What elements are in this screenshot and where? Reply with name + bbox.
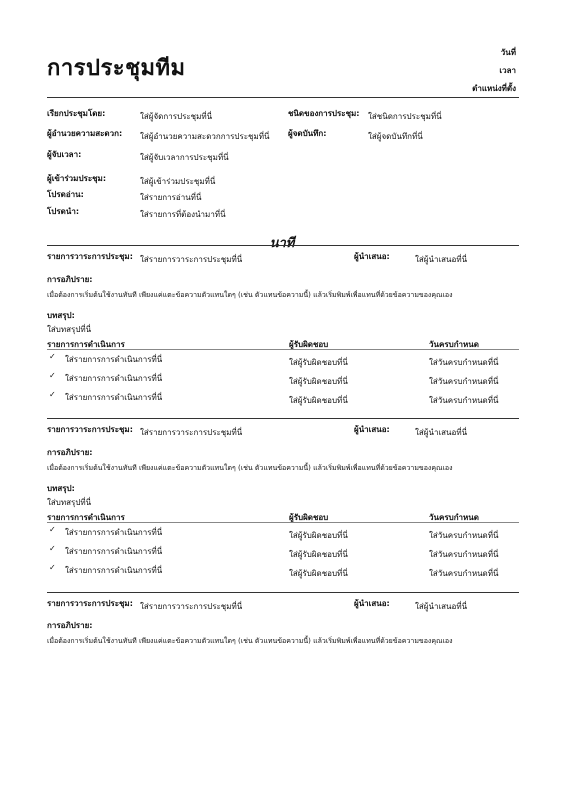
conclusion-label: บทสรุป: xyxy=(47,311,75,320)
facilitator-value[interactable]: ใส่ผู้อำนวยความสะดวกการประชุมที่นี่ xyxy=(140,132,270,141)
note-taker-label: ผู้จดบันทึก: xyxy=(288,129,327,138)
divider xyxy=(47,522,519,523)
action-item[interactable]: ใส่รายการการดำเนินการที่นี่ xyxy=(65,355,163,364)
action-person[interactable]: ใส่ผู้รับผิดชอบที่นี่ xyxy=(289,377,348,386)
deadline-header: วันครบกำหนด xyxy=(429,513,479,522)
divider xyxy=(47,245,519,246)
deadline-header: วันครบกำหนด xyxy=(429,340,479,349)
presenter-value[interactable]: ใส่ผู้นำเสนอที่นี่ xyxy=(415,428,468,437)
minutes-heading: นาที xyxy=(269,236,295,251)
agenda-section xyxy=(0,250,564,425)
please-bring-value[interactable]: ใส่รายการที่ต้องนำมาที่นี่ xyxy=(140,210,226,219)
agenda-item-label: รายการวาระการประชุม: xyxy=(47,599,133,608)
called-by-label: เรียกประชุมโดย: xyxy=(47,109,106,118)
check-icon: ✓ xyxy=(49,544,56,553)
check-icon: ✓ xyxy=(49,352,56,361)
agenda-item-label: รายการวาระการประชุม: xyxy=(47,425,133,434)
check-icon: ✓ xyxy=(49,371,56,380)
action-item[interactable]: ใส่รายการการดำเนินการที่นี่ xyxy=(65,547,163,556)
action-person[interactable]: ใส่ผู้รับผิดชอบที่นี่ xyxy=(289,569,348,578)
note-taker-value[interactable]: ใส่ผู้จดบันทึกที่นี่ xyxy=(368,132,423,141)
action-deadline[interactable]: ใส่วันครบกำหนดที่นี่ xyxy=(429,358,499,367)
timekeeper-label: ผู้จับเวลา: xyxy=(47,150,82,159)
action-person[interactable]: ใส่ผู้รับผิดชอบที่นี่ xyxy=(289,396,348,405)
location-label: ตำแหน่งที่ตั้ง xyxy=(472,84,516,93)
divider xyxy=(47,349,519,350)
presenter-value[interactable]: ใส่ผู้นำเสนอที่นี่ xyxy=(415,602,468,611)
action-item[interactable]: ใส่รายการการดำเนินการที่นี่ xyxy=(65,393,163,402)
conclusion-value[interactable]: ใส่บทสรุปที่นี่ xyxy=(47,325,92,334)
agenda-item-label: รายการวาระการประชุม: xyxy=(47,252,133,261)
presenter-value[interactable]: ใส่ผู้นำเสนอที่นี่ xyxy=(415,255,468,264)
action-person[interactable]: ใส่ผู้รับผิดชอบที่นี่ xyxy=(289,550,348,559)
divider xyxy=(47,592,519,593)
discussion-text[interactable]: เมื่อต้องการเริ่มต้นใช้งานทันที เพียงแค่แตะข้อความตัวแทนใดๆ (เช่น ตัวแทนข้อความนี้) แล้วเริ่มพิมพ์เพื่อแทนที่ด้วยข้อความของคุณเอง xyxy=(47,291,453,299)
please-read-value[interactable]: ใส่รายการอ่านที่นี่ xyxy=(140,193,202,202)
discussion-text[interactable]: เมื่อต้องการเริ่มต้นใช้งานทันที เพียงแค่แตะข้อความตัวแทนใดๆ (เช่น ตัวแทนข้อความนี้) แล้วเริ่มพิมพ์เพื่อแทนที่ด้วยข้อความของคุณเอง xyxy=(47,637,453,645)
action-deadline[interactable]: ใส่วันครบกำหนดที่นี่ xyxy=(429,550,499,559)
presenter-label: ผู้นำเสนอ: xyxy=(354,599,390,608)
please-bring-label: โปรดนำ: xyxy=(47,207,80,216)
attendees-value[interactable]: ใส่ผู้เข้าร่วมประชุมที่นี่ xyxy=(140,177,216,186)
page-title: การประชุมทีม xyxy=(47,56,186,81)
check-icon: ✓ xyxy=(49,390,56,399)
meeting-type-label: ชนิดของการประชุม: xyxy=(288,109,360,118)
action-items-header: รายการการดำเนินการ xyxy=(47,340,125,349)
action-items-header: รายการการดำเนินการ xyxy=(47,513,125,522)
divider xyxy=(47,97,519,98)
discussion-label: การอภิปราย: xyxy=(47,448,93,457)
time-label: เวลา xyxy=(499,66,516,75)
discussion-label: การอภิปราย: xyxy=(47,621,93,630)
agenda-item-value[interactable]: ใส่รายการวาระการประชุมที่นี่ xyxy=(140,428,243,437)
action-deadline[interactable]: ใส่วันครบกำหนดที่นี่ xyxy=(429,569,499,578)
action-deadline[interactable]: ใส่วันครบกำหนดที่นี่ xyxy=(429,377,499,386)
action-item[interactable]: ใส่รายการการดำเนินการที่นี่ xyxy=(65,374,163,383)
agenda-item-value[interactable]: ใส่รายการวาระการประชุมที่นี่ xyxy=(140,602,243,611)
responsible-header: ผู้รับผิดชอบ xyxy=(289,340,329,349)
please-read-label: โปรดอ่าน: xyxy=(47,190,84,199)
timekeeper-value[interactable]: ใส่ผู้จับเวลาการประชุมที่นี่ xyxy=(140,153,229,162)
date-label: วันที่ xyxy=(500,48,516,57)
action-deadline[interactable]: ใส่วันครบกำหนดที่นี่ xyxy=(429,396,499,405)
divider xyxy=(47,418,519,419)
facilitator-label: ผู้อำนวยความสะดวก: xyxy=(47,129,123,138)
conclusion-value[interactable]: ใส่บทสรุปที่นี่ xyxy=(47,498,92,507)
action-item[interactable]: ใส่รายการการดำเนินการที่นี่ xyxy=(65,566,163,575)
called-by-value[interactable]: ใส่ผู้จัดการประชุมที่นี่ xyxy=(140,112,213,121)
discussion-text[interactable]: เมื่อต้องการเริ่มต้นใช้งานทันที เพียงแค่แตะข้อความตัวแทนใดๆ (เช่น ตัวแทนข้อความนี้) แล้วเริ่มพิมพ์เพื่อแทนที่ด้วยข้อความของคุณเอง xyxy=(47,464,453,472)
action-item[interactable]: ใส่รายการการดำเนินการที่นี่ xyxy=(65,528,163,537)
action-deadline[interactable]: ใส่วันครบกำหนดที่นี่ xyxy=(429,531,499,540)
meeting-meta xyxy=(472,44,516,98)
check-icon: ✓ xyxy=(49,525,56,534)
responsible-header: ผู้รับผิดชอบ xyxy=(289,513,329,522)
check-icon: ✓ xyxy=(49,563,56,572)
agenda-section xyxy=(0,423,564,598)
action-person[interactable]: ใส่ผู้รับผิดชอบที่นี่ xyxy=(289,358,348,367)
meeting-type-value[interactable]: ใส่ชนิดการประชุมที่นี่ xyxy=(368,112,442,121)
presenter-label: ผู้นำเสนอ: xyxy=(354,425,390,434)
conclusion-label: บทสรุป: xyxy=(47,484,75,493)
presenter-label: ผู้นำเสนอ: xyxy=(354,252,390,261)
agenda-section xyxy=(0,597,564,657)
action-person[interactable]: ใส่ผู้รับผิดชอบที่นี่ xyxy=(289,531,348,540)
discussion-label: การอภิปราย: xyxy=(47,275,93,284)
agenda-item-value[interactable]: ใส่รายการวาระการประชุมที่นี่ xyxy=(140,255,243,264)
attendees-label: ผู้เข้าร่วมประชุม: xyxy=(47,174,107,183)
